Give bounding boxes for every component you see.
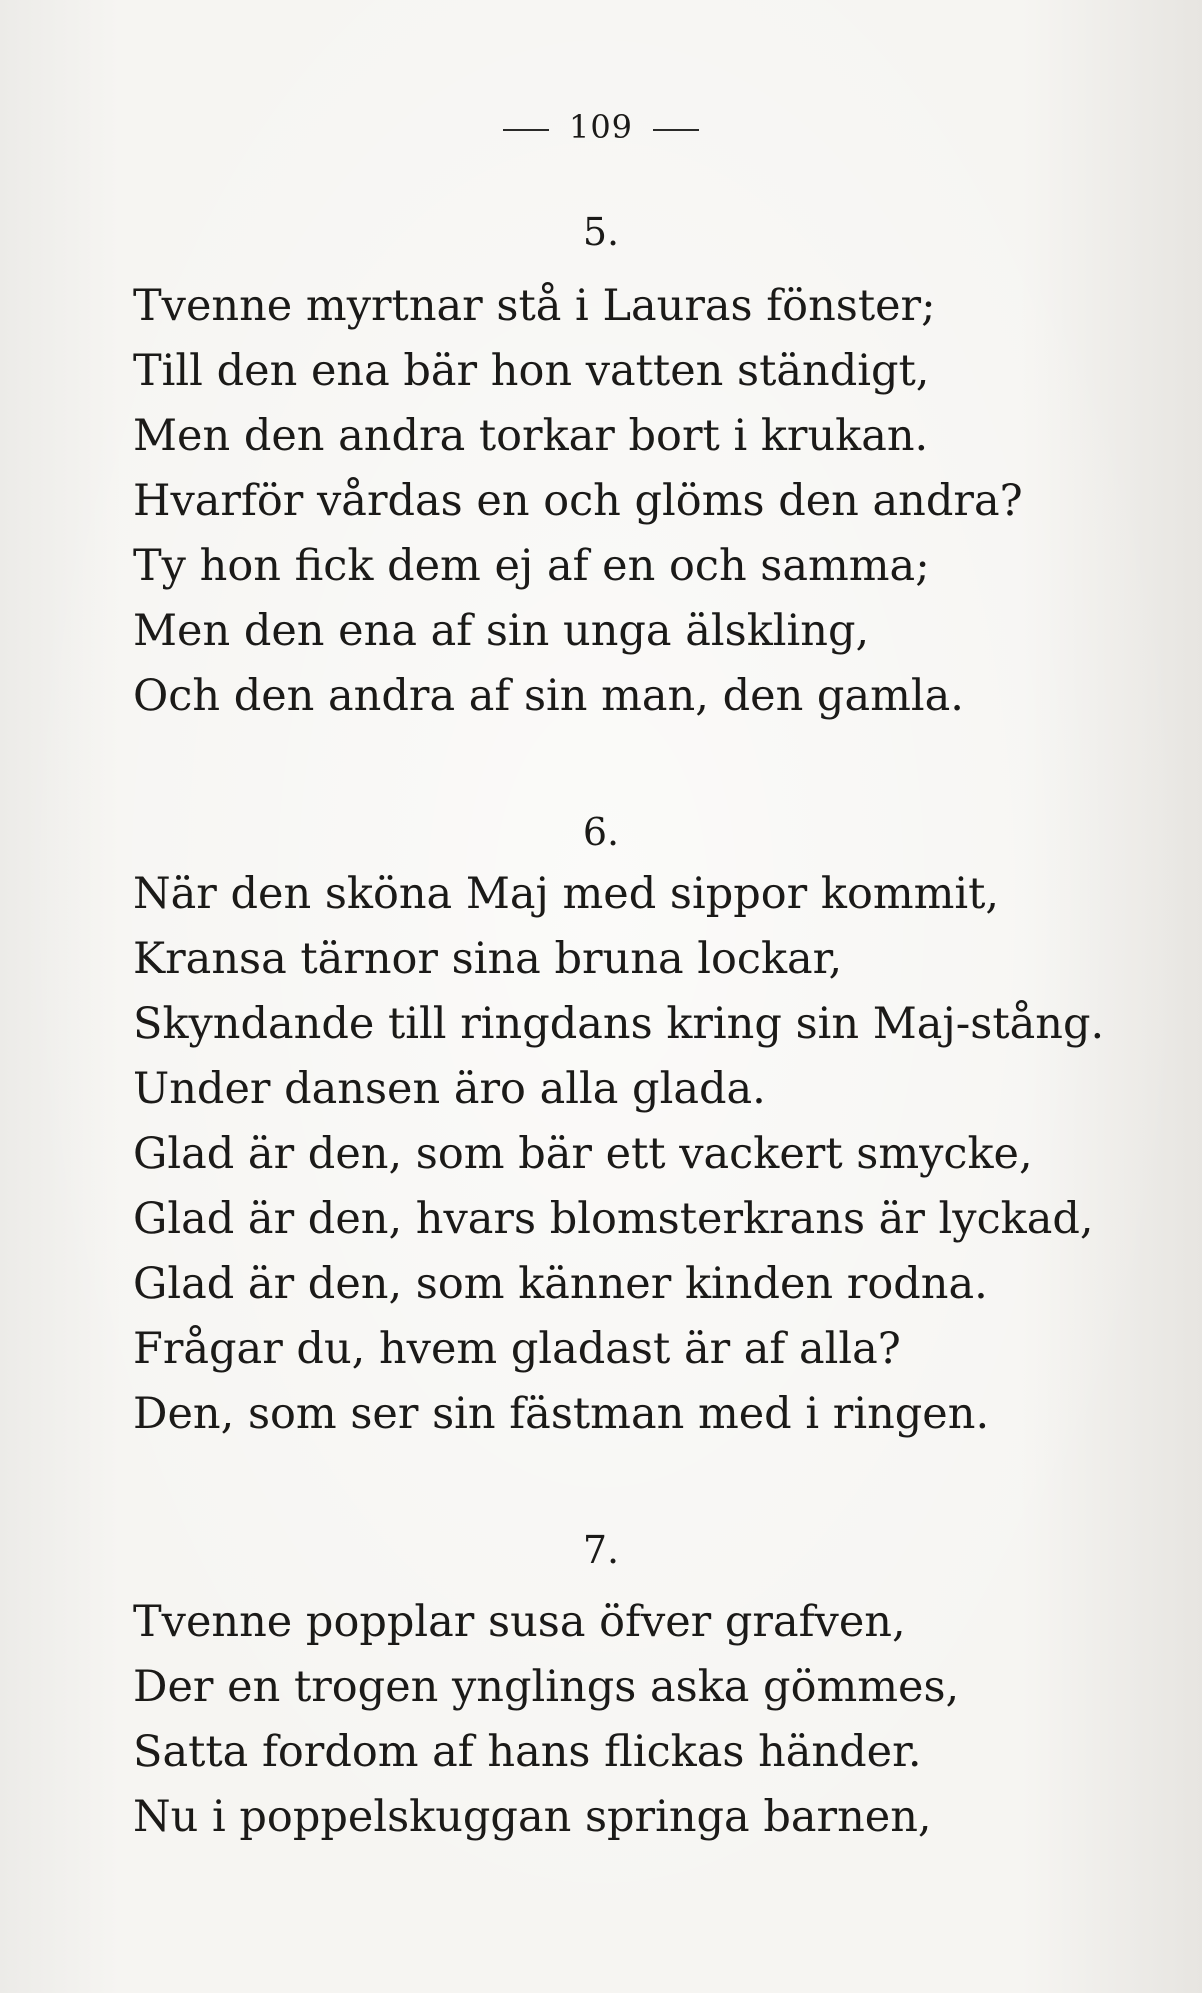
- stanza-7-number: 7.: [582, 1528, 620, 1572]
- stanza-5-line-3: Men den andra torkar bort i krukan.: [133, 411, 929, 461]
- stanza-6-line-8: Frågar du, hvem gladast är af alla?: [133, 1324, 901, 1374]
- stanza-6-line-5: Glad är den, som bär ett vackert smycke,: [133, 1129, 1033, 1179]
- stanza-6-line-9: Den, som ser sin fästman med i ringen.: [133, 1389, 990, 1439]
- stanza-7-line-2: Der en trogen ynglings aska gömmes,: [133, 1662, 960, 1712]
- stanza-6-line-4: Under dansen äro alla glada.: [133, 1064, 766, 1114]
- stanza-5-line-1: Tvenne myrtnar stå i Lauras fönster;: [133, 281, 936, 331]
- stanza-6-line-3: Skyndande till ringdans kring sin Maj-stång.: [133, 999, 1105, 1049]
- stanza-5-line-4: Hvarför vårdas en och glöms den andra?: [133, 476, 1023, 526]
- stanza-7: [133, 1590, 1093, 1850]
- header-dash-left: [503, 129, 549, 131]
- stanza-6-number: 6.: [582, 810, 620, 854]
- stanza-5-line-5: Ty hon fick dem ej af en och samma;: [133, 541, 930, 591]
- stanza-5-line-7: Och den andra af sin man, den gamla.: [133, 671, 964, 721]
- page-header: [0, 108, 1202, 146]
- stanza-7-line-1: Tvenne popplar susa öfver grafven,: [133, 1597, 906, 1647]
- stanza-7-line-3: Satta fordom af hans flickas händer.: [133, 1727, 922, 1777]
- stanza-5-line-6: Men den ena af sin unga älskling,: [133, 606, 870, 656]
- stanza-6: [133, 862, 1105, 1447]
- stanza-6-line-7: Glad är den, som känner kinden rodna.: [133, 1259, 988, 1309]
- stanza-5: [133, 274, 1093, 729]
- page-number: 109: [568, 108, 634, 146]
- stanza-6-line-1: När den sköna Maj med sippor kommit,: [133, 869, 1000, 919]
- stanza-5-number: 5.: [582, 210, 620, 254]
- stanza-7-line-4: Nu i poppelskuggan springa barnen,: [133, 1792, 932, 1842]
- stanza-6-line-6: Glad är den, hvars blomsterkrans är lyckad,: [133, 1194, 1094, 1244]
- stanza-6-line-2: Kransa tärnor sina bruna lockar,: [133, 934, 843, 984]
- stanza-5-line-2: Till den ena bär hon vatten ständigt,: [133, 346, 930, 396]
- header-dash-right: [653, 129, 699, 131]
